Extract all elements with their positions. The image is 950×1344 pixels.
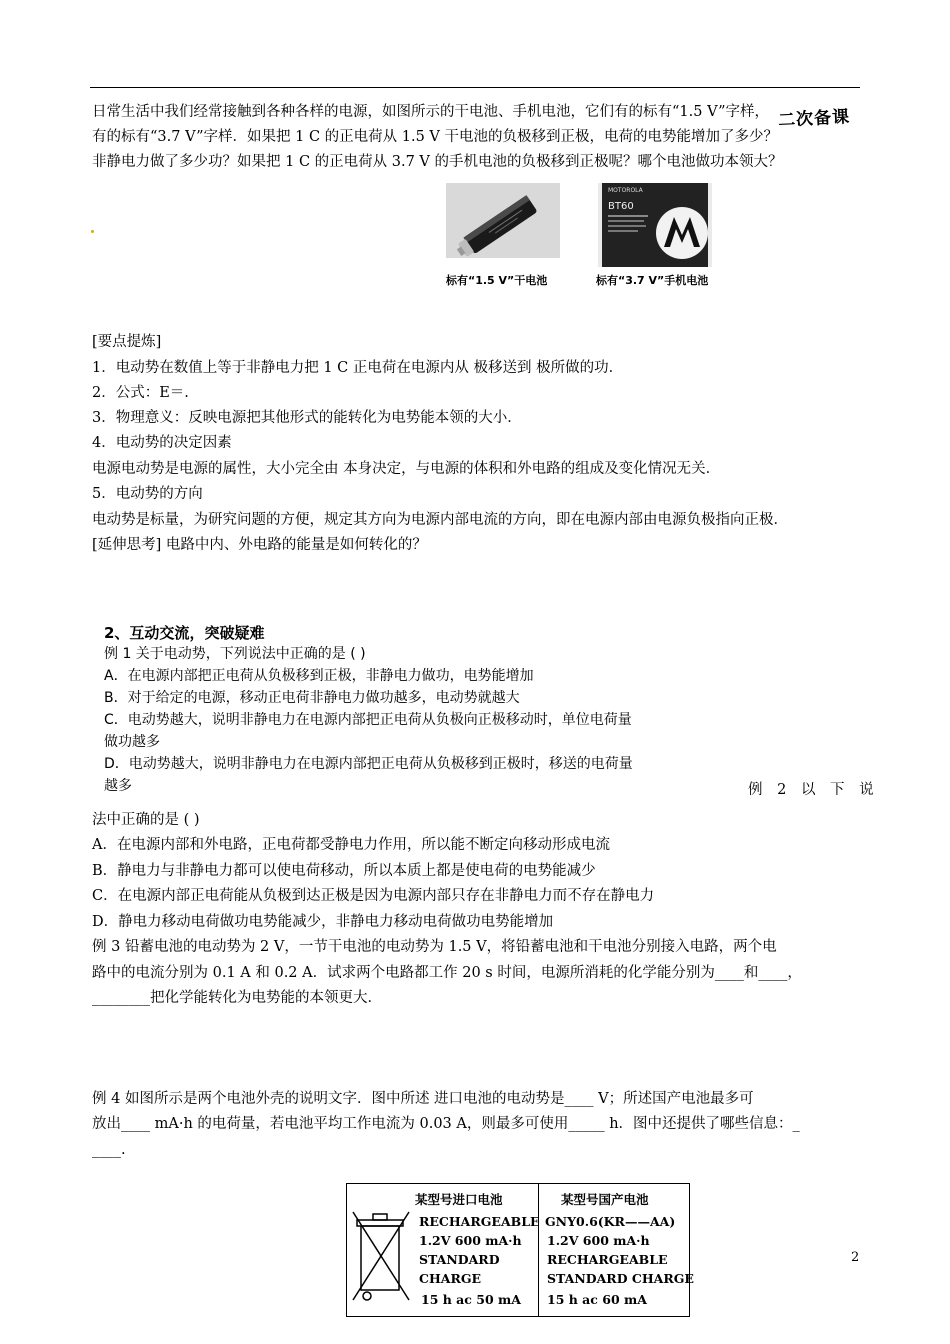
example2-heading: 例 2 以 下 说 — [748, 782, 879, 798]
example2-line: A．在电源内部和外电路，正电荷都受静电力作用，所以能不断定向移动形成电流 — [92, 837, 610, 853]
example1-line: 做功越多 — [104, 734, 160, 750]
intro-line: 非静电力做了多少功？如果把 1 C 的正电荷从 3.7 V 的手机电池的负极移到正极呢？哪个电池做功本领大？ — [92, 154, 783, 170]
keypoint-line: 5．电动势的方向 — [92, 486, 203, 502]
keypoint-line: 电源电动势是电源的属性，大小完全由 本身决定，与电源的体积和外电路的组成及变化情况无关． — [92, 461, 721, 477]
table-right-line: 15 h ac 60 mA — [547, 1292, 647, 1307]
example3-line: 例 3 铅蓄电池的电动势为 2 V，一节干电池的电动势为 1.5 V，将铅蓄电池和干电池分别接入电路，两个电 — [92, 939, 777, 955]
speck — [91, 230, 94, 233]
example2-line: C．在电源内部正电荷能从负极到达正极是因为电源内部只存在非静电力而不存在静电力 — [92, 888, 655, 904]
example2-line: 法中正确的是 ( ) — [92, 812, 200, 828]
table-right-line: RECHARGEABLE — [547, 1252, 668, 1267]
table-left-line: 1.2V 600 mA·h — [419, 1233, 522, 1248]
section-heading: 2、互动交流，突破疑难 — [104, 624, 265, 642]
example3-line: 路中的电流分别为 0.1 A 和 0.2 A．试求两个电路都工作 20 s 时间，电源所消耗的化学能分别为____和____， — [92, 965, 802, 981]
table-divider — [538, 1184, 539, 1316]
caption-dry-battery: 标有“1.5 V”干电池 — [446, 274, 548, 287]
example2-line: D．静电力移动电荷做功电势能减少，非静电力移动电荷做功电势能增加 — [92, 914, 554, 930]
table-left-line: 15 h ac 50 mA — [421, 1292, 521, 1307]
intro-line: 日常生活中我们经常接触到各种各样的电源，如图所示的干电池、手机电池，它们有的标有“1.5 V”字样， — [92, 104, 769, 120]
keypoint-line: 3．物理意义：反映电源把其他形式的能转化为电势能本领的大小． — [92, 410, 522, 426]
example1-line: C．电动势越大，说明非静电力在电源内部把正电荷从负极向正极移动时，单位电荷量 — [104, 712, 632, 728]
caption-phone-battery: 标有“3.7 V”手机电池 — [596, 274, 709, 287]
table-right-line: GNY0.6(KR——AA) — [545, 1214, 676, 1229]
table-left-line: STANDARD — [419, 1252, 500, 1267]
table-right-title: 某型号国产电池 — [561, 1192, 649, 1207]
header-rule — [90, 87, 860, 88]
page-number: 2 — [851, 1250, 860, 1265]
battery-model-text: BT60 — [608, 201, 634, 212]
phone-battery-photo — [598, 183, 712, 267]
table-right-line: STANDARD CHARGE — [547, 1271, 694, 1286]
keypoint-line: 2．公式：E＝. — [92, 385, 189, 401]
keypoint-line: 电动势是标量，为研究问题的方便，规定其方向为电源内部电流的方向，即在电源内部由电源负极指向正极． — [92, 512, 788, 528]
example3-line: ________把化学能转化为电势能的本领更大． — [92, 990, 382, 1006]
keypoint-line: [延伸思考] 电路中内、外电路的能量是如何转化的？ — [92, 537, 427, 553]
intro-line: 有的标有“3.7 V”字样．如果把 1 C 的正电荷从 1.5 V 干电池的负极移到正极，电荷的电势能增加了多少？ — [92, 129, 778, 145]
example1-line: A．在电源内部把正电荷从负极移到正极，非静电力做功，电势能增加 — [104, 668, 534, 684]
recycle-bin-icon — [351, 1208, 413, 1306]
dry-battery-photo — [446, 183, 560, 258]
table-right-line: 1.2V 600 mA·h — [547, 1233, 650, 1248]
example4-line: ____. — [92, 1142, 126, 1158]
battery-brand-text: MOTOROLA — [608, 187, 643, 194]
table-left-title: 某型号进口电池 — [415, 1192, 503, 1207]
keypoint-line: 4．电动势的决定因素 — [92, 435, 232, 451]
example1-line: 例 1 关于电动势，下列说法中正确的是 ( ) — [104, 646, 366, 662]
example1-line: B．对于给定的电源，移动正电荷非静电力做功越多，电动势就越大 — [104, 690, 520, 706]
example1-line: 越多 — [104, 778, 132, 794]
table-left-line: RECHARGEABLE — [419, 1214, 540, 1229]
example2-line: B．静电力与非静电力都可以使电荷移动，所以本质上都是使电荷的电势能减少 — [92, 863, 596, 879]
example1-line: D．电动势越大，说明非静电力在电源内部把正电荷从负极移到正极时，移送的电荷量 — [104, 756, 633, 772]
stamp-text: 二次备课 — [777, 107, 851, 131]
battery-label-table — [346, 1183, 694, 1317]
example4-line: 例 4 如图所示是两个电池外壳的说明文字．图中所述 进口电池的电动势是____ V；所述国产电池最多可 — [92, 1091, 754, 1107]
keypoint-line: 1．电动势在数值上等于非静电力把 1 C 正电荷在电源内从 极移送到 极所做的功． — [92, 360, 624, 376]
example4-line: 放出____ mA·h 的电荷量，若电池平均工作电流为 0.03 A，则最多可使用_____ h．图中还提供了哪些信息：_ — [92, 1116, 800, 1132]
keypoint-line: [要点提炼] — [92, 334, 162, 350]
table-left-line: CHARGE — [419, 1271, 482, 1286]
